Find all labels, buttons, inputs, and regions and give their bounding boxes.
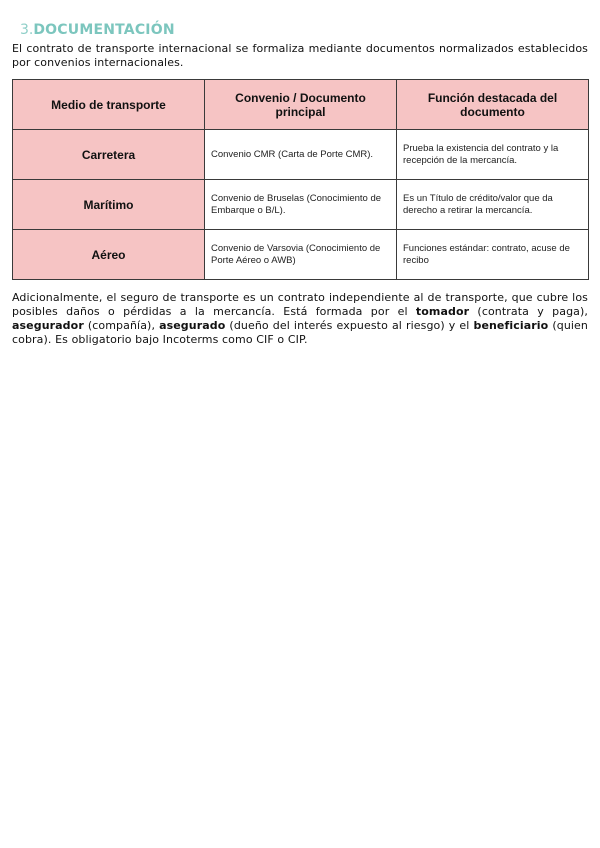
row-convention-cell: Convenio de Varsovia (Conocimiento de Porte Aéreo o AWB) bbox=[205, 230, 397, 280]
row-function-cell: Es un Título de crédito/valor que da derecho a retirar la mercancía. bbox=[397, 180, 589, 230]
table-header-row bbox=[13, 80, 589, 130]
insurance-text: (dueño del interés expuesto al riesgo) y el bbox=[225, 319, 474, 332]
row-convention-cell: Convenio de Bruselas (Conocimiento de Embarque o B/L). bbox=[205, 180, 397, 230]
section-number: 3. bbox=[20, 22, 34, 38]
term-asegurado: asegurado bbox=[159, 319, 226, 332]
transport-conventions-table bbox=[12, 79, 589, 280]
term-asegurador: asegurador bbox=[12, 319, 84, 332]
row-mode-cell: Carretera bbox=[13, 130, 205, 180]
insurance-text: Adicionalmente, el seguro de transporte es un contrato independiente al de transporte, que cubre los posibles daños o pérdidas a la mercancía. Está formada por el bbox=[12, 291, 588, 318]
insurance-text: (contrata y paga), bbox=[469, 305, 588, 318]
row-mode-cell: Marítimo bbox=[13, 180, 205, 230]
table-row bbox=[13, 180, 589, 230]
row-function-cell: Prueba la existencia del contrato y la recepción de la mercancía. bbox=[397, 130, 589, 180]
table-row bbox=[13, 230, 589, 280]
row-function-cell: Funciones estándar: contrato, acuse de recibo bbox=[397, 230, 589, 280]
row-convention-cell: Convenio CMR (Carta de Porte CMR). bbox=[205, 130, 397, 180]
section-title: DOCUMENTACIÓN bbox=[33, 22, 175, 38]
section-heading bbox=[20, 21, 175, 39]
row-mode-cell: Aéreo bbox=[13, 230, 205, 280]
table-row bbox=[13, 130, 589, 180]
insurance-paragraph bbox=[12, 291, 588, 347]
term-tomador: tomador bbox=[415, 305, 470, 318]
insurance-text: (compañía), bbox=[83, 319, 160, 332]
header-function: Función destacada del documento bbox=[397, 80, 589, 130]
header-transport-mode: Medio de transporte bbox=[13, 80, 205, 130]
header-convention: Convenio / Documento principal bbox=[205, 80, 397, 130]
insurance-text: (quien cobra). Es obligatorio bajo Incoterms como CIF o CIP. bbox=[12, 319, 588, 346]
intro-paragraph: El contrato de transporte internacional se formaliza mediante documentos normalizados establecidos por convenios internacionales. bbox=[12, 42, 588, 69]
term-beneficiario: beneficiario bbox=[473, 319, 549, 332]
